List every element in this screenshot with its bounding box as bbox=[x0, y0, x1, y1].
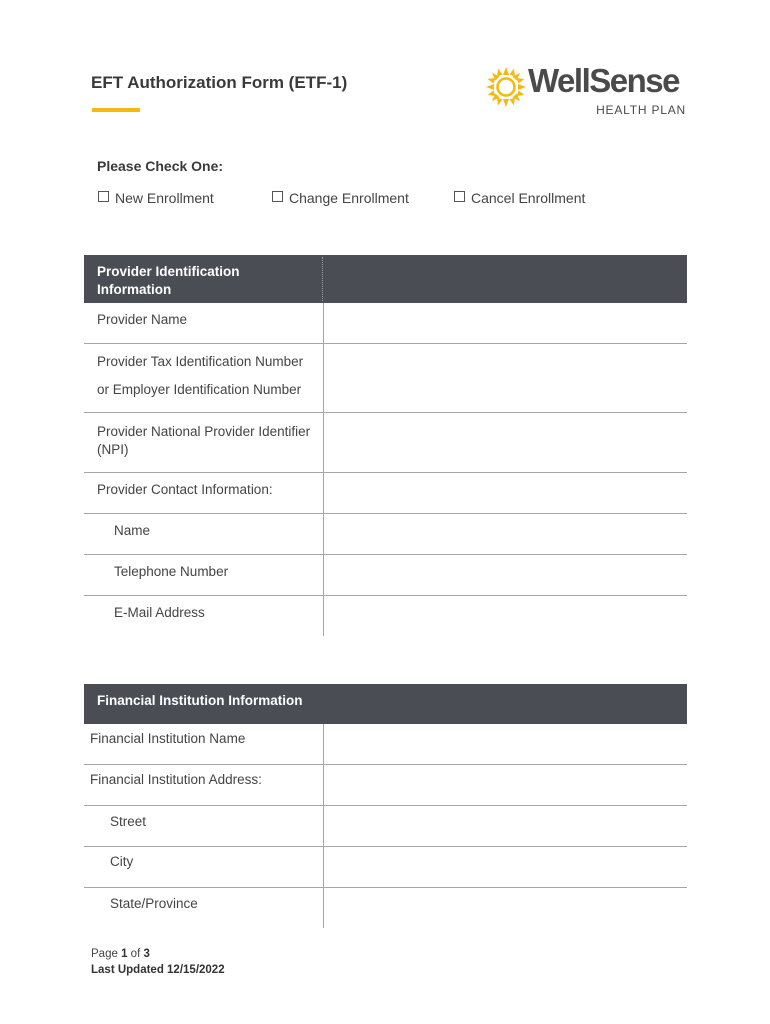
provider-section-header bbox=[84, 255, 687, 303]
change-enrollment-option[interactable] bbox=[272, 190, 409, 206]
fi-state-field[interactable] bbox=[323, 888, 687, 928]
logo-subtitle: HEALTH PLAN bbox=[596, 103, 686, 117]
financial-section-header bbox=[84, 684, 687, 724]
fi-state-label: State/Province bbox=[110, 896, 198, 911]
fi-name-field[interactable] bbox=[323, 724, 687, 764]
fi-street-label: Street bbox=[110, 814, 147, 829]
page-label: Page bbox=[91, 948, 118, 960]
last-updated: Last Updated 12/15/2022 bbox=[91, 964, 225, 976]
contact-phone-row bbox=[84, 555, 687, 596]
provider-npi-field[interactable] bbox=[323, 413, 687, 472]
fi-address-row bbox=[84, 765, 687, 806]
contact-name-label: Name bbox=[114, 523, 151, 538]
cancel-enrollment-option[interactable] bbox=[454, 190, 585, 206]
page-current: 1 bbox=[121, 948, 128, 960]
provider-contact-label: Provider Contact Information: bbox=[97, 482, 273, 497]
provider-header-line2: Information bbox=[97, 282, 172, 297]
cancel-enrollment-label: Cancel Enrollment bbox=[471, 190, 586, 206]
page-title: EFT Authorization Form (ETF-1) bbox=[91, 73, 348, 92]
contact-phone-label: Telephone Number bbox=[114, 564, 229, 579]
fi-address-field[interactable] bbox=[323, 765, 687, 805]
contact-email-row bbox=[84, 596, 687, 636]
fi-state-row bbox=[84, 888, 687, 928]
new-enrollment-option[interactable] bbox=[98, 190, 214, 206]
page-number bbox=[91, 946, 225, 962]
provider-tax-id-row bbox=[84, 344, 687, 413]
page-total: 3 bbox=[143, 948, 150, 960]
tax-id-label-line1: Provider Tax Identification Number bbox=[97, 354, 304, 369]
provider-name-row bbox=[84, 303, 687, 344]
provider-npi-row bbox=[84, 413, 687, 473]
change-enrollment-label: Change Enrollment bbox=[289, 190, 409, 206]
tax-id-label-line2: or Employer Identification Number bbox=[97, 382, 302, 397]
provider-name-field[interactable] bbox=[323, 303, 687, 343]
contact-phone-field[interactable] bbox=[323, 555, 687, 595]
provider-contact-row bbox=[84, 473, 687, 514]
fi-name-label: Financial Institution Name bbox=[90, 731, 246, 746]
contact-name-field[interactable] bbox=[323, 514, 687, 554]
header-divider bbox=[322, 257, 323, 301]
provider-name-label: Provider Name bbox=[97, 312, 188, 327]
title-accent-bar bbox=[92, 108, 140, 112]
checkbox-icon[interactable] bbox=[272, 191, 283, 202]
fi-address-label: Financial Institution Address: bbox=[90, 772, 262, 787]
fi-street-row bbox=[84, 806, 687, 847]
npi-label-line1: Provider National Provider Identifier bbox=[97, 424, 311, 439]
page-footer bbox=[91, 946, 225, 978]
contact-name-row bbox=[84, 514, 687, 555]
provider-tax-id-label bbox=[97, 353, 303, 399]
checkbox-icon[interactable] bbox=[98, 191, 109, 202]
page-of: of bbox=[130, 948, 141, 960]
logo-wordmark: WellSense bbox=[528, 62, 679, 99]
fi-street-field[interactable] bbox=[323, 806, 687, 846]
sun-icon bbox=[485, 66, 527, 108]
fi-city-field[interactable] bbox=[323, 847, 687, 887]
fi-city-label: City bbox=[110, 854, 134, 869]
provider-npi-label bbox=[97, 423, 310, 459]
provider-identification-section bbox=[84, 255, 687, 636]
wellsense-logo bbox=[485, 64, 690, 120]
fi-city-row bbox=[84, 847, 687, 888]
provider-header-line1: Provider Identification bbox=[97, 264, 240, 279]
checkbox-icon[interactable] bbox=[454, 191, 465, 202]
npi-label-line2: (NPI) bbox=[97, 442, 129, 457]
check-one-prompt: Please Check One: bbox=[97, 158, 224, 174]
contact-email-label: E-Mail Address bbox=[114, 605, 205, 620]
financial-institution-section bbox=[84, 684, 687, 928]
new-enrollment-label: New Enrollment bbox=[115, 190, 214, 206]
fi-name-row bbox=[84, 724, 687, 765]
financial-header-title: Financial Institution Information bbox=[97, 693, 303, 708]
contact-email-field[interactable] bbox=[323, 596, 687, 636]
provider-tax-id-field[interactable] bbox=[323, 344, 687, 412]
provider-contact-field[interactable] bbox=[323, 473, 687, 513]
